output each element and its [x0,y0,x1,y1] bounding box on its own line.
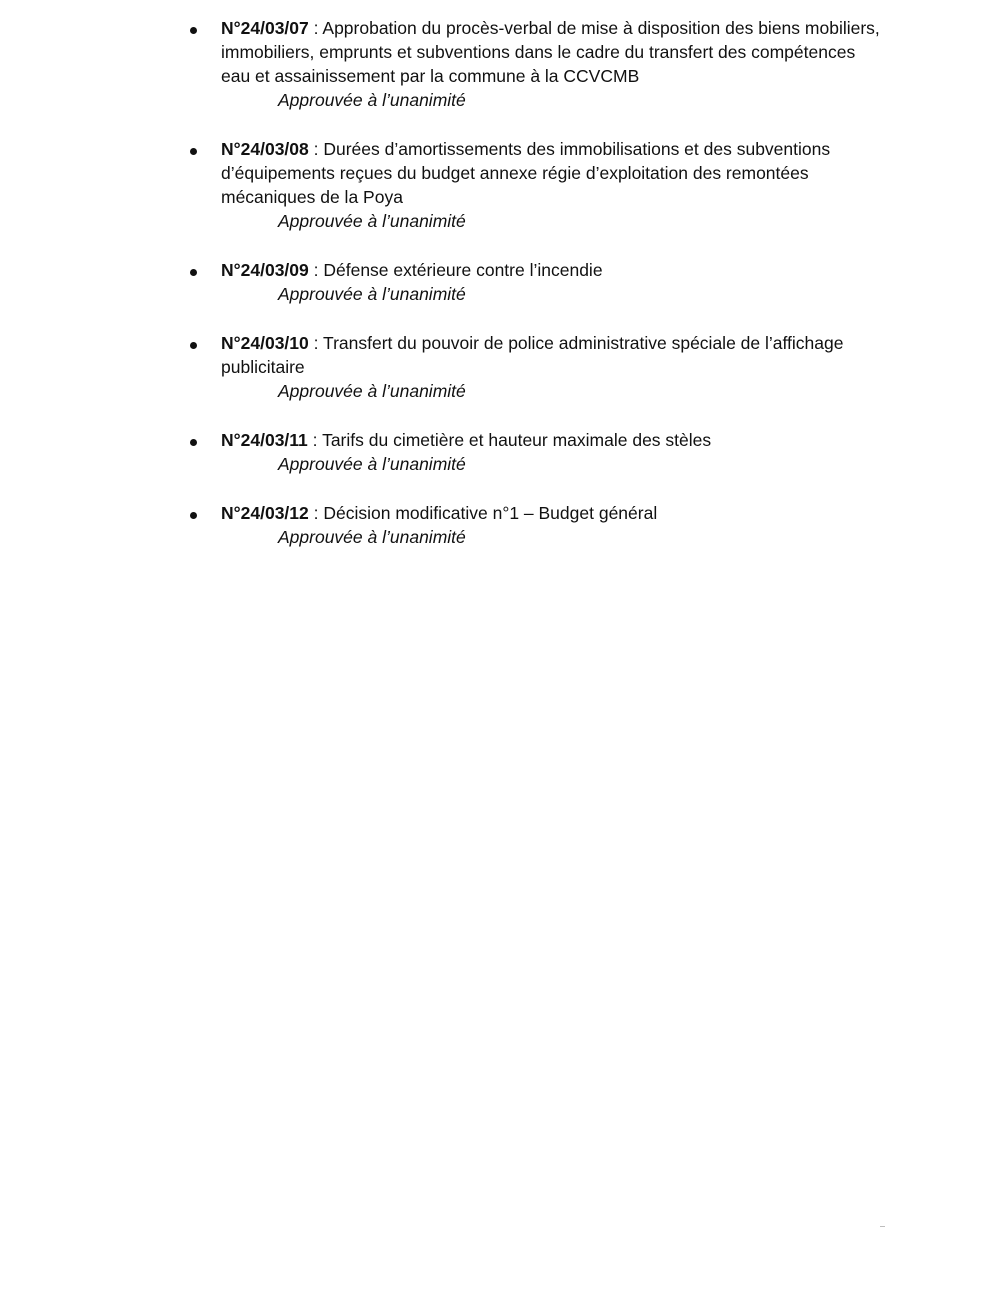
bullet-icon [190,512,197,519]
deliberation-status: Approuvée à l’unanimité [278,454,466,474]
ref-separator: : [308,503,324,523]
bullet-icon [190,342,197,349]
ref-separator: : [308,139,324,159]
deliberation-title: Approbation du procès-verbal de mise à disposition des biens mobiliers, immobiliers, emprunts et subventions dans le cadre du transfert des compétences eau et assainissement par la commune à la CCVCMB [221,18,880,86]
deliberation-ref: N°24/03/12 [221,503,309,523]
deliberation-item [0,16,881,112]
deliberation-status: Approuvée à l’unanimité [278,211,466,231]
deliberation-status: Approuvée à l’unanimité [278,381,466,401]
ref-separator: : [308,18,323,38]
deliberation-item [0,258,881,306]
deliberation-ref: N°24/03/10 [221,333,309,353]
ref-separator: : [307,430,323,450]
deliberation-item [0,428,881,476]
deliberation-ref: N°24/03/08 [221,139,309,159]
deliberation-status: Approuvée à l’unanimité [278,284,466,304]
page-mark [880,1226,885,1227]
bullet-icon [190,269,197,276]
deliberation-title: Défense extérieure contre l’incendie [323,260,603,280]
deliberation-title: Transfert du pouvoir de police administrative spéciale de l’affichage publicitaire [221,333,844,377]
deliberation-ref: N°24/03/09 [221,260,309,280]
deliberation-list [0,16,1000,574]
deliberation-title: Durées d’amortissements des immobilisations et des subventions d’équipements reçues du budget annexe régie d’exploitation des remontées mécaniques de la Poya [221,139,831,207]
deliberation-item [0,137,881,233]
deliberation-title: Décision modificative n°1 – Budget général [323,503,658,523]
deliberation-status: Approuvée à l’unanimité [278,90,466,110]
bullet-icon [190,148,197,155]
deliberation-title: Tarifs du cimetière et hauteur maximale des stèles [322,430,712,450]
deliberation-item [0,331,881,403]
bullet-icon [190,27,197,34]
deliberation-item [0,501,881,549]
ref-separator: : [308,333,324,353]
bullet-icon [190,439,197,446]
ref-separator: : [308,260,324,280]
deliberation-ref: N°24/03/07 [221,18,309,38]
deliberation-ref: N°24/03/11 [221,430,308,450]
deliberation-status: Approuvée à l’unanimité [278,527,466,547]
